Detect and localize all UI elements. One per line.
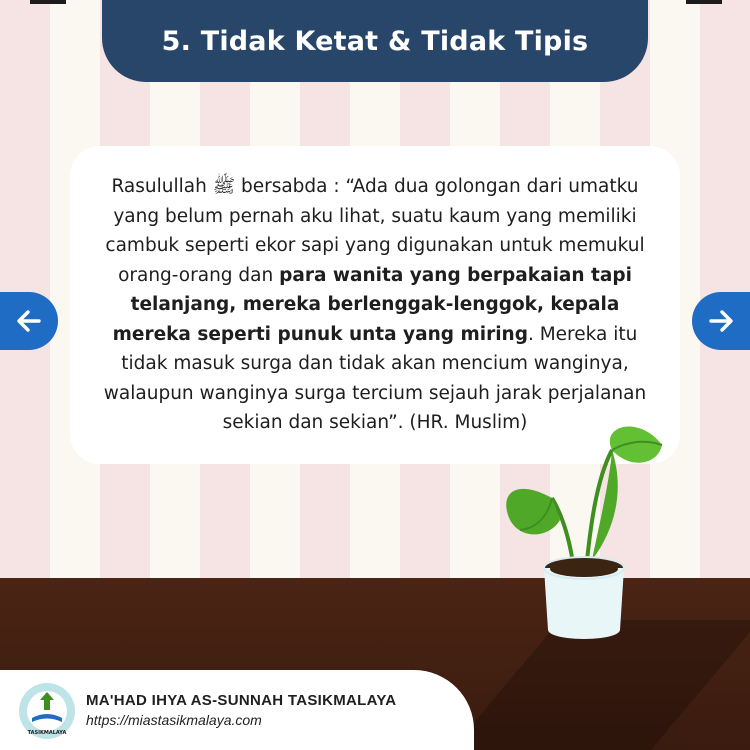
logo-text: TASIKMALAYA bbox=[27, 730, 67, 736]
hadith-quote bbox=[90, 172, 660, 438]
organization-logo bbox=[18, 682, 76, 740]
prev-slide-button[interactable] bbox=[0, 292, 58, 350]
top-edge-bar-right bbox=[686, 0, 722, 4]
organization-website-link[interactable]: https://miastasikmalaya.com bbox=[86, 712, 262, 728]
potted-plant-illustration bbox=[490, 420, 690, 650]
hadith-card bbox=[70, 146, 680, 464]
quote-text-start: Rasulullah ﷺ bersabda : “Ada dua golongan dari umatku yang belum pernah aku lihat, suatu kaum yang memiliki cambuk seperti ekor sapi yang digunakan untuk memukul orang-orang dan bbox=[105, 176, 645, 286]
next-slide-button[interactable] bbox=[692, 292, 750, 350]
quote-text-bold: para wanita yang berpakaian tapi telanjang, mereka berlenggak-lenggok, kepala mereka seperti punuk unta yang miring bbox=[112, 264, 632, 345]
arrow-left-icon bbox=[14, 306, 44, 336]
top-edge-bar-left bbox=[30, 0, 66, 4]
page-title: 5. Tidak Ketat & Tidak Tipis bbox=[161, 25, 589, 57]
quote-text-end: . Mereka itu tidak masuk surga dan tidak akan mencium wanginya, walaupun wanginya surga tercium sejauh jarak perjalanan sekian dan sekian”. (HR. Muslim) bbox=[103, 323, 647, 434]
organization-name: MA'HAD IHYA AS-SUNNAH TASIKMALAYA bbox=[86, 692, 397, 709]
title-banner bbox=[102, 0, 648, 82]
arrow-right-icon bbox=[706, 306, 736, 336]
